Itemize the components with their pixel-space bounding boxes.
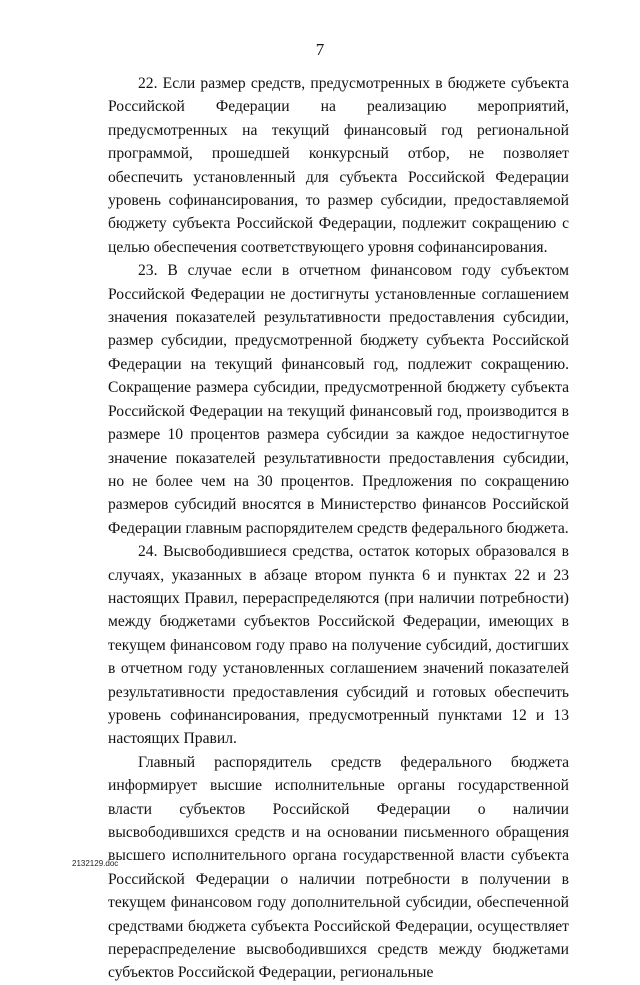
paragraph-24-continuation: Главный распорядитель средств федерального бюджета информирует высшие исполнительные органы государственной власти субъектов Российской Федерации о наличии высвободившихся средств и на основании письменного обращения высшего исполнительного органа государственной власти субъекта Российской Федерации о наличии потребности в получении в текущем финансовом году дополнительной субсидии, обеспеченной средствами бюджета субъекта Российской Федерации, осуществляет перераспределение высвободившихся средств между бюджетами субъектов Российской Федерации, региональные [108, 753, 569, 982]
paragraph-24: 24. Высвободившиеся средства, остаток которых образовался в случаях, указанных в абзаце втором пункта 6 и пунктах 22 и 23 настоящих Правил, перераспределяются (при наличии потребности) между бюджетами субъектов Российской Федерации, имеющих в текущем финансовом году право на получение субсидий, достигших в отчетном году установленных соглашением значений показателей результативности предоставления субсидий и готовых обеспечить уровень софинансирования, предусмотренный пунктами 12 и 13 настоящих Правил. [108, 543, 569, 748]
paragraph-23: 23. В случае если в отчетном финансовом году субъектом Российской Федерации не достигнуты установленные соглашением значения показателей результативности предоставления субсидии, размер субсидии, предусмотренной бюджету субъекта Российской Федерации на текущий финансовый год, подлежит сокращению. Сокращение размера субсидии, предусмотренной бюджету субъекта Российской Федерации на текущий финансовый год, производится в размере 10 процентов размера субсидии за каждое недостигнутое значение показателей результативности предоставления субсидии, но не более чем на 30 процентов. Предложения по сокращению размеров субсидий вносятся в Министерство финансов Российской Федерации главным распорядителем средств федерального бюджета. [108, 262, 569, 537]
paragraph-22: 22. Если размер средств, предусмотренных в бюджете субъекта Российской Федерации на реализацию мероприятий, предусмотренных на текущий финансовый год региональной программой, прошедшей конкурсный отбор, не позволяет обеспечить установленный для субъекта Российской Федерации уровень софинансирования, то размер субсидии, предоставляемой бюджету субъекта Российской Федерации, подлежит сокращению с целью обеспечения соответствующего уровня софинансирования. [108, 75, 569, 256]
page-number: 7 [315, 40, 325, 59]
footer-file-name: 2132129.doc [72, 859, 119, 868]
document-body [108, 72, 569, 985]
